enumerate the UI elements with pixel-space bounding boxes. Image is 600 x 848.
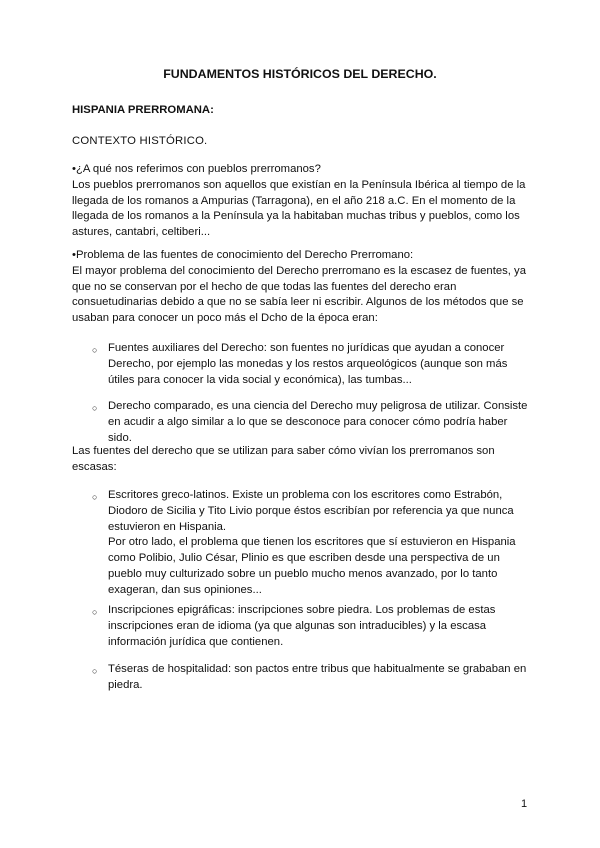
question-2-block [72, 248, 532, 327]
bullet-icon: ○ [92, 607, 98, 617]
question-1: •¿A qué nos referimos con pueblos prerromanos? [72, 163, 321, 175]
method-item: Derecho comparado, es una ciencia del Derecho muy peligrosa de utilizar. Consiste en acudir a algo similar a lo que se desconoce para conocer cómo podría haber sido. [108, 400, 528, 444]
source-item: Inscripciones epigráficas: inscripciones sobre piedra. Los problemas de estas inscripciones eran de idioma (ya que algunas son intraducibles) y la escasa información jurídica que contienen. [108, 604, 496, 648]
question-1-block [72, 162, 532, 241]
sources-intro: Las fuentes del derecho que se utilizan para saber cómo vivían los prerromanos son escasas: [72, 445, 495, 473]
source-item: Téseras de hospitalidad: son pactos entre tribus que habitualmente se grababan en piedra. [108, 663, 527, 691]
question-2: •Problema de las fuentes de conocimiento del Derecho Prerromano: [72, 249, 414, 261]
document-title: FUNDAMENTOS HISTÓRICOS DEL DERECHO. [163, 67, 437, 81]
method-item: Fuentes auxiliares del Derecho: son fuentes no jurídicas que ayudan a conocer Derecho, por ejemplo las monedas y los restos arqueológicos (aunque son más útiles para conocer la vida social y económica), las tumbas... [108, 342, 508, 386]
answer-1: Los pueblos prerromanos son aquellos que existían en la Península Ibérica al tiempo de la llegada de los romanos a Ampurias (Tarragona), en el año 218 a.C. En el momento de la llegada de los romanos a la Península ya la habitaban muchas tribus y pueblos, como los astures, cantabri, celtiberi... [72, 178, 526, 239]
page-number: 1 [521, 798, 528, 810]
section-heading: HISPANIA PRERROMANA: [72, 104, 214, 116]
answer-2: El mayor problema del conocimiento del Derecho prerromano es la escasez de fuentes, ya que no se conservan por el hecho de que todas las fuentes del derecho eran consuetudinarias debido a que no se sabía leer ni escribir. Algunos de los métodos que se usaban para conocer un poco más el Dcho de la época eran: [72, 264, 526, 325]
bullet-icon: ○ [92, 345, 98, 355]
source-item: Escritores greco-latinos. Existe un problema con los escritores como Estrabón, Diodoro de Sicilia y Tito Livio porque éstos escribían por referencia ya que nunca estuvieron en Hispania. Por otro lado, el problema que tienen los escritores que sí estuvieron en Hispania como Polibio, Julio César, Plinio es que escriben desde una perspectiva de un pueblo muy culturizado sobre un pueblo mucho menos avanzado, por lo tanto exageran, dan sus opiniones... [108, 489, 516, 596]
bullet-icon: ○ [92, 666, 98, 676]
subsection-heading: CONTEXTO HISTÓRICO. [72, 135, 208, 147]
bullet-icon: ○ [92, 492, 98, 502]
bullet-icon: ○ [92, 403, 98, 413]
